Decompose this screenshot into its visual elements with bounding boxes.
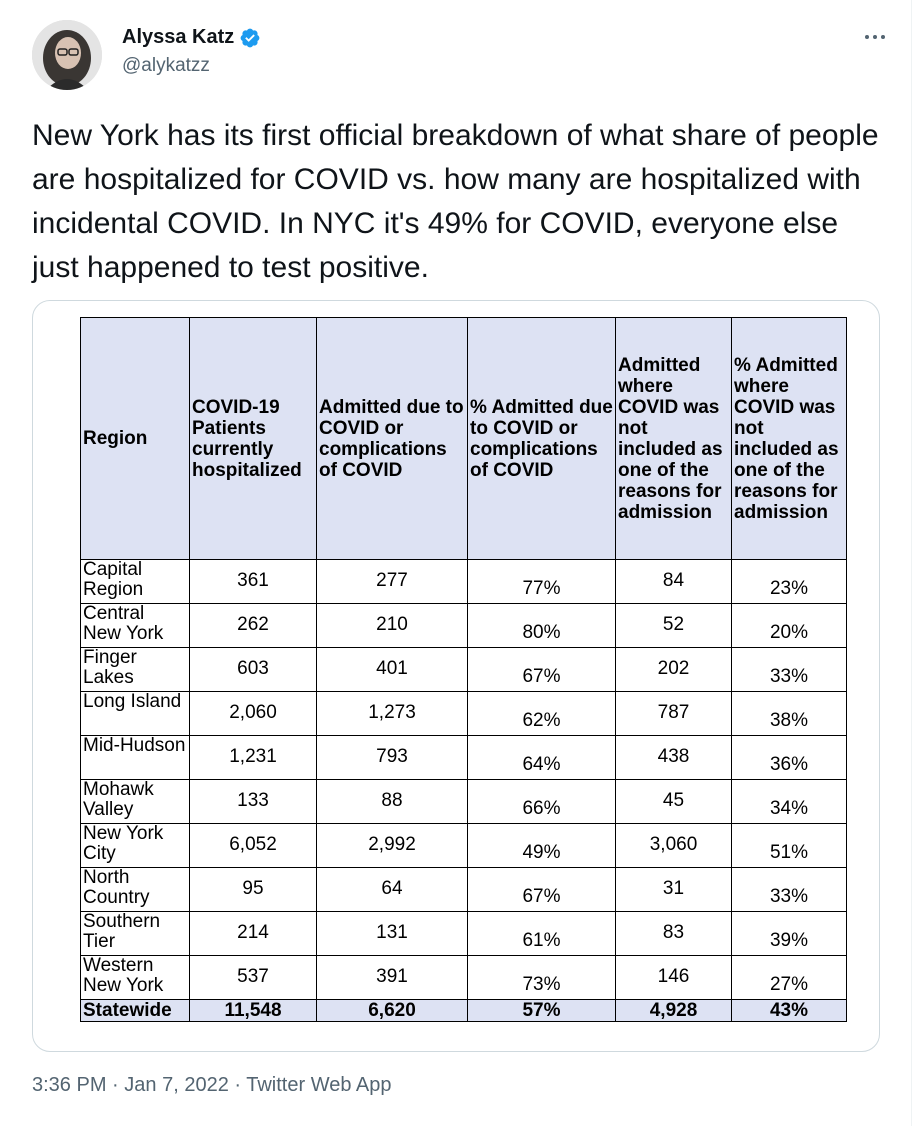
header-not-included: Admitted where COVID was not included as one of the reasons for admission bbox=[616, 318, 732, 560]
separator: · bbox=[112, 1074, 119, 1096]
total-not-included-pct: 43% bbox=[732, 1000, 847, 1022]
author-display-name[interactable]: Alyssa Katz bbox=[122, 26, 235, 48]
table-row bbox=[81, 648, 847, 692]
row-hospitalized: 95 bbox=[190, 868, 317, 912]
row-not-included-pct: 38% bbox=[732, 692, 847, 736]
row-admitted-due-pct: 66% bbox=[468, 780, 616, 824]
row-not-included-pct: 27% bbox=[732, 956, 847, 1000]
table-total-row bbox=[81, 1000, 847, 1022]
table-row bbox=[81, 560, 847, 604]
row-region: Central New York bbox=[81, 604, 190, 648]
total-hospitalized: 11,548 bbox=[190, 1000, 317, 1022]
row-admitted-due-pct: 62% bbox=[468, 692, 616, 736]
tweet-time[interactable]: 3:36 PM bbox=[32, 1074, 107, 1096]
total-not-included: 4,928 bbox=[616, 1000, 732, 1022]
row-not-included: 52 bbox=[616, 604, 732, 648]
row-region: Western New York bbox=[81, 956, 190, 1000]
row-region: North Country bbox=[81, 868, 190, 912]
row-admitted-due-pct: 61% bbox=[468, 912, 616, 956]
row-not-included: 45 bbox=[616, 780, 732, 824]
header-admitted-due: Admitted due to COVID or complications of COVID bbox=[317, 318, 468, 560]
header-hospitalized: COVID-19 Patients currently hospitalized bbox=[190, 318, 317, 560]
table-row bbox=[81, 736, 847, 780]
row-not-included: 787 bbox=[616, 692, 732, 736]
total-admitted-due-pct: 57% bbox=[468, 1000, 616, 1022]
row-hospitalized: 2,060 bbox=[190, 692, 317, 736]
row-admitted-due: 64 bbox=[317, 868, 468, 912]
row-hospitalized: 6,052 bbox=[190, 824, 317, 868]
total-admitted-due: 6,620 bbox=[317, 1000, 468, 1022]
row-admitted-due-pct: 67% bbox=[468, 868, 616, 912]
row-not-included-pct: 51% bbox=[732, 824, 847, 868]
row-hospitalized: 133 bbox=[190, 780, 317, 824]
table-row bbox=[81, 692, 847, 736]
row-admitted-due-pct: 80% bbox=[468, 604, 616, 648]
row-hospitalized: 262 bbox=[190, 604, 317, 648]
header-region: Region bbox=[81, 318, 190, 560]
row-region: Capital Region bbox=[81, 560, 190, 604]
tweet-source[interactable]: Twitter Web App bbox=[246, 1074, 392, 1096]
row-region: Mid-Hudson bbox=[81, 736, 190, 780]
row-admitted-due-pct: 49% bbox=[468, 824, 616, 868]
row-admitted-due: 1,273 bbox=[317, 692, 468, 736]
row-hospitalized: 1,231 bbox=[190, 736, 317, 780]
row-not-included: 202 bbox=[616, 648, 732, 692]
more-dot-icon bbox=[881, 35, 885, 39]
row-not-included-pct: 36% bbox=[732, 736, 847, 780]
row-not-included: 3,060 bbox=[616, 824, 732, 868]
more-dot-icon bbox=[873, 35, 877, 39]
row-admitted-due: 401 bbox=[317, 648, 468, 692]
avatar[interactable] bbox=[32, 20, 102, 90]
row-not-included-pct: 39% bbox=[732, 912, 847, 956]
row-admitted-due-pct: 67% bbox=[468, 648, 616, 692]
total-region: Statewide bbox=[81, 1000, 190, 1022]
table-row bbox=[81, 824, 847, 868]
table-row bbox=[81, 956, 847, 1000]
row-admitted-due-pct: 73% bbox=[468, 956, 616, 1000]
row-not-included-pct: 34% bbox=[732, 780, 847, 824]
row-hospitalized: 603 bbox=[190, 648, 317, 692]
row-not-included-pct: 23% bbox=[732, 560, 847, 604]
row-not-included-pct: 20% bbox=[732, 604, 847, 648]
author-handle[interactable]: @alykatzz bbox=[122, 55, 210, 76]
row-admitted-due: 2,992 bbox=[317, 824, 468, 868]
row-region: Southern Tier bbox=[81, 912, 190, 956]
tweet-metadata bbox=[32, 1074, 392, 1097]
more-dot-icon bbox=[865, 35, 869, 39]
tweet-date[interactable]: Jan 7, 2022 bbox=[124, 1074, 229, 1096]
row-hospitalized: 214 bbox=[190, 912, 317, 956]
row-region: Long Island bbox=[81, 692, 190, 736]
table-row bbox=[81, 604, 847, 648]
row-admitted-due: 131 bbox=[317, 912, 468, 956]
table-row bbox=[81, 780, 847, 824]
row-not-included: 31 bbox=[616, 868, 732, 912]
separator: · bbox=[234, 1074, 242, 1096]
row-not-included: 83 bbox=[616, 912, 732, 956]
row-admitted-due: 277 bbox=[317, 560, 468, 604]
row-admitted-due: 391 bbox=[317, 956, 468, 1000]
row-not-included-pct: 33% bbox=[732, 868, 847, 912]
row-admitted-due-pct: 64% bbox=[468, 736, 616, 780]
hospitalization-table bbox=[80, 317, 847, 1022]
tweet-header bbox=[32, 20, 892, 92]
row-not-included: 146 bbox=[616, 956, 732, 1000]
row-admitted-due: 793 bbox=[317, 736, 468, 780]
row-admitted-due: 88 bbox=[317, 780, 468, 824]
row-region: New York City bbox=[81, 824, 190, 868]
table-row bbox=[81, 868, 847, 912]
avatar-photo-icon bbox=[32, 20, 102, 90]
header-admitted-due-pct: % Admitted due to COVID or complications of COVID bbox=[468, 318, 616, 560]
row-admitted-due: 210 bbox=[317, 604, 468, 648]
table-row bbox=[81, 912, 847, 956]
row-not-included: 438 bbox=[616, 736, 732, 780]
row-admitted-due-pct: 77% bbox=[468, 560, 616, 604]
tweet-text: New York has its first official breakdown of what share of people are hospitalized for COVID vs. how many are hospitalized with incidental COVID. In NYC it's 49% for COVID, everyone else just happened to test positive. bbox=[32, 119, 879, 284]
header-not-included-pct: % Admitted where COVID was not included as one of the reasons for admission bbox=[732, 318, 847, 560]
row-hospitalized: 537 bbox=[190, 956, 317, 1000]
row-not-included: 84 bbox=[616, 560, 732, 604]
tweet-media-image[interactable] bbox=[32, 300, 880, 1052]
row-region: Mohawk Valley bbox=[81, 780, 190, 824]
verified-badge-icon bbox=[239, 27, 261, 49]
row-not-included-pct: 33% bbox=[732, 648, 847, 692]
row-hospitalized: 361 bbox=[190, 560, 317, 604]
row-region: Finger Lakes bbox=[81, 648, 190, 692]
more-options-button[interactable] bbox=[858, 24, 892, 50]
